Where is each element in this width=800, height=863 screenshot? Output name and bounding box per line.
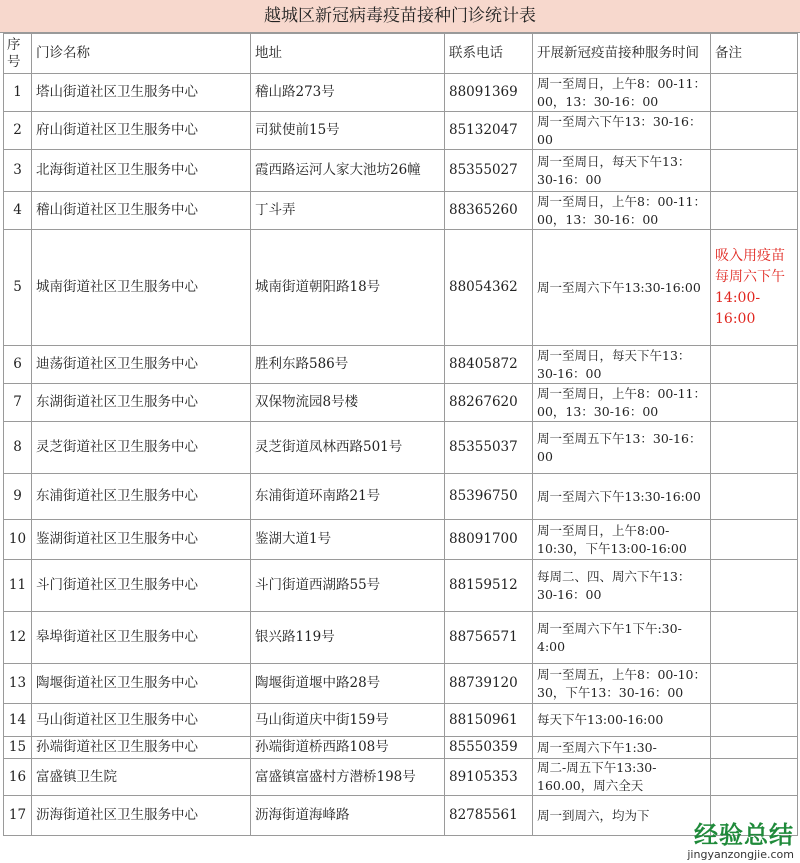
- cell-phone: 88159512: [445, 560, 533, 612]
- table-row: [4, 759, 798, 796]
- cell-address: 司狱使前15号: [251, 112, 445, 150]
- cell-name: 鉴湖街道社区卫生服务中心: [32, 520, 251, 560]
- cell-no: 6: [4, 346, 32, 384]
- cell-note: [711, 664, 798, 704]
- table-row: [4, 796, 798, 836]
- cell-name: 稽山街道社区卫生服务中心: [32, 192, 251, 230]
- table-row: [4, 612, 798, 664]
- cell-note: [711, 612, 798, 664]
- cell-name: 东湖街道社区卫生服务中心: [32, 384, 251, 422]
- cell-note: [711, 74, 798, 112]
- cell-note: [711, 520, 798, 560]
- cell-phone: 85132047: [445, 112, 533, 150]
- cell-address: 霞西路运河人家大池坊26幢: [251, 150, 445, 192]
- cell-no: 14: [4, 704, 32, 737]
- cell-no: 2: [4, 112, 32, 150]
- cell-phone: 88054362: [445, 230, 533, 346]
- cell-address: 丁斗弄: [251, 192, 445, 230]
- cell-no: 5: [4, 230, 32, 346]
- cell-no: 12: [4, 612, 32, 664]
- cell-name: 沥海街道社区卫生服务中心: [32, 796, 251, 836]
- table-row: [4, 230, 798, 346]
- cell-hours: 周一至周日，每天下午13：30-16：00: [533, 346, 711, 384]
- cell-address: 孙端街道桥西路108号: [251, 737, 445, 759]
- cell-no: 4: [4, 192, 32, 230]
- cell-note: [711, 422, 798, 474]
- cell-hours: 周一至周日，上午8：00-11：00，13：30-16：00: [533, 74, 711, 112]
- cell-note: [711, 560, 798, 612]
- cell-hours: 周一至周日，上午8：00-11：00，13：30-16：00: [533, 384, 711, 422]
- cell-no: 7: [4, 384, 32, 422]
- header-address: 地址: [251, 34, 445, 74]
- cell-name: 城南街道社区卫生服务中心: [32, 230, 251, 346]
- clinic-table: [3, 33, 798, 836]
- cell-name: 东浦街道社区卫生服务中心: [32, 474, 251, 520]
- table-row: [4, 150, 798, 192]
- cell-hours: 周一到周六，均为下: [533, 796, 711, 836]
- cell-hours: 每天下午13:00-16:00: [533, 704, 711, 737]
- cell-hours: 周一至周六下午13:30-16:00: [533, 474, 711, 520]
- cell-address: 陶堰街道堰中路28号: [251, 664, 445, 704]
- cell-phone: 89105353: [445, 759, 533, 796]
- table-row: [4, 74, 798, 112]
- table-row: [4, 737, 798, 759]
- cell-name: 北海街道社区卫生服务中心: [32, 150, 251, 192]
- cell-phone: 85396750: [445, 474, 533, 520]
- cell-name: 斗门街道社区卫生服务中心: [32, 560, 251, 612]
- cell-address: 马山街道庆中街159号: [251, 704, 445, 737]
- cell-phone: 88405872: [445, 346, 533, 384]
- header-row: [4, 34, 798, 74]
- cell-no: 11: [4, 560, 32, 612]
- cell-note: [711, 759, 798, 796]
- header-hours: 开展新冠疫苗接种服务时间: [533, 34, 711, 74]
- cell-phone: 88091700: [445, 520, 533, 560]
- cell-address: 东浦街道环南路21号: [251, 474, 445, 520]
- header-phone: 联系电话: [445, 34, 533, 74]
- cell-phone: 82785561: [445, 796, 533, 836]
- cell-no: 8: [4, 422, 32, 474]
- cell-phone: 85355027: [445, 150, 533, 192]
- table-row: [4, 560, 798, 612]
- cell-name: 塔山街道社区卫生服务中心: [32, 74, 251, 112]
- table-row: [4, 346, 798, 384]
- cell-hours: 周一至周六下午13:30-16:00: [533, 230, 711, 346]
- cell-no: 1: [4, 74, 32, 112]
- table-row: [4, 704, 798, 737]
- cell-hours: 周一至周五，上午8：00-10：30，下午13：30-16：00: [533, 664, 711, 704]
- cell-hours: 周一至周日，上午8:00-10:30，下午13:00-16:00: [533, 520, 711, 560]
- cell-phone: 88739120: [445, 664, 533, 704]
- cell-hours: 每周二、四、周六下午13：30-16：00: [533, 560, 711, 612]
- cell-no: 17: [4, 796, 32, 836]
- cell-name: 迪荡街道社区卫生服务中心: [32, 346, 251, 384]
- table-row: [4, 112, 798, 150]
- cell-phone: 88756571: [445, 612, 533, 664]
- table-title: 越城区新冠病毒疫苗接种门诊统计表: [0, 0, 800, 33]
- header-no: 序号: [4, 34, 32, 74]
- cell-no: 15: [4, 737, 32, 759]
- header-name: 门诊名称: [32, 34, 251, 74]
- cell-address: 城南街道朝阳路18号: [251, 230, 445, 346]
- cell-address: 富盛镇富盛村方潜桥198号: [251, 759, 445, 796]
- cell-name: 灵芝街道社区卫生服务中心: [32, 422, 251, 474]
- table-row: [4, 422, 798, 474]
- cell-note: [711, 192, 798, 230]
- cell-hours: 周一至周日，每天下午13：30-16：00: [533, 150, 711, 192]
- cell-name: 皋埠街道社区卫生服务中心: [32, 612, 251, 664]
- cell-hours: 周一至周六下午13：30-16：00: [533, 112, 711, 150]
- cell-hours: 周一至周五下午13：30-16：00: [533, 422, 711, 474]
- cell-note: [711, 384, 798, 422]
- cell-address: 灵芝街道凤林西路501号: [251, 422, 445, 474]
- cell-note: [711, 150, 798, 192]
- cell-note: [711, 474, 798, 520]
- cell-note: [711, 704, 798, 737]
- header-note: 备注: [711, 34, 798, 74]
- table-row: [4, 384, 798, 422]
- cell-no: 10: [4, 520, 32, 560]
- cell-address: 鉴湖大道1号: [251, 520, 445, 560]
- cell-address: 双保物流园8号楼: [251, 384, 445, 422]
- cell-hours: 周一至周六下午1下午:30-4:00: [533, 612, 711, 664]
- cell-address: 沥海街道海峰路: [251, 796, 445, 836]
- cell-name: 马山街道社区卫生服务中心: [32, 704, 251, 737]
- cell-address: 稽山路273号: [251, 74, 445, 112]
- watermark-url: jingyanzongjie.com: [687, 848, 794, 861]
- table-row: [4, 520, 798, 560]
- cell-hours: 周一至周日，上午8：00-11：00，13：30-16：00: [533, 192, 711, 230]
- cell-address: 银兴路119号: [251, 612, 445, 664]
- watermark: [687, 822, 794, 861]
- cell-no: 3: [4, 150, 32, 192]
- cell-hours: 周一至周六下午1:30-: [533, 737, 711, 759]
- watermark-logo: 经验总结: [694, 821, 794, 849]
- cell-phone: 88267620: [445, 384, 533, 422]
- table-row: [4, 474, 798, 520]
- cell-no: 16: [4, 759, 32, 796]
- cell-phone: 88150961: [445, 704, 533, 737]
- cell-note: 吸入用疫苗每周六下午14:00-16:00: [711, 230, 798, 346]
- cell-phone: 88091369: [445, 74, 533, 112]
- cell-no: 13: [4, 664, 32, 704]
- cell-address: 斗门街道西湖路55号: [251, 560, 445, 612]
- cell-hours: 周二-周五下午13:30-160.00，周六全天: [533, 759, 711, 796]
- table-row: [4, 664, 798, 704]
- cell-name: 府山街道社区卫生服务中心: [32, 112, 251, 150]
- table-row: [4, 192, 798, 230]
- cell-name: 陶堰街道社区卫生服务中心: [32, 664, 251, 704]
- cell-name: 富盛镇卫生院: [32, 759, 251, 796]
- cell-name: 孙端街道社区卫生服务中心: [32, 737, 251, 759]
- cell-phone: 85355037: [445, 422, 533, 474]
- cell-note: [711, 112, 798, 150]
- cell-phone: 85550359: [445, 737, 533, 759]
- cell-note: [711, 346, 798, 384]
- cell-phone: 88365260: [445, 192, 533, 230]
- cell-no: 9: [4, 474, 32, 520]
- cell-note: [711, 737, 798, 759]
- cell-address: 胜利东路586号: [251, 346, 445, 384]
